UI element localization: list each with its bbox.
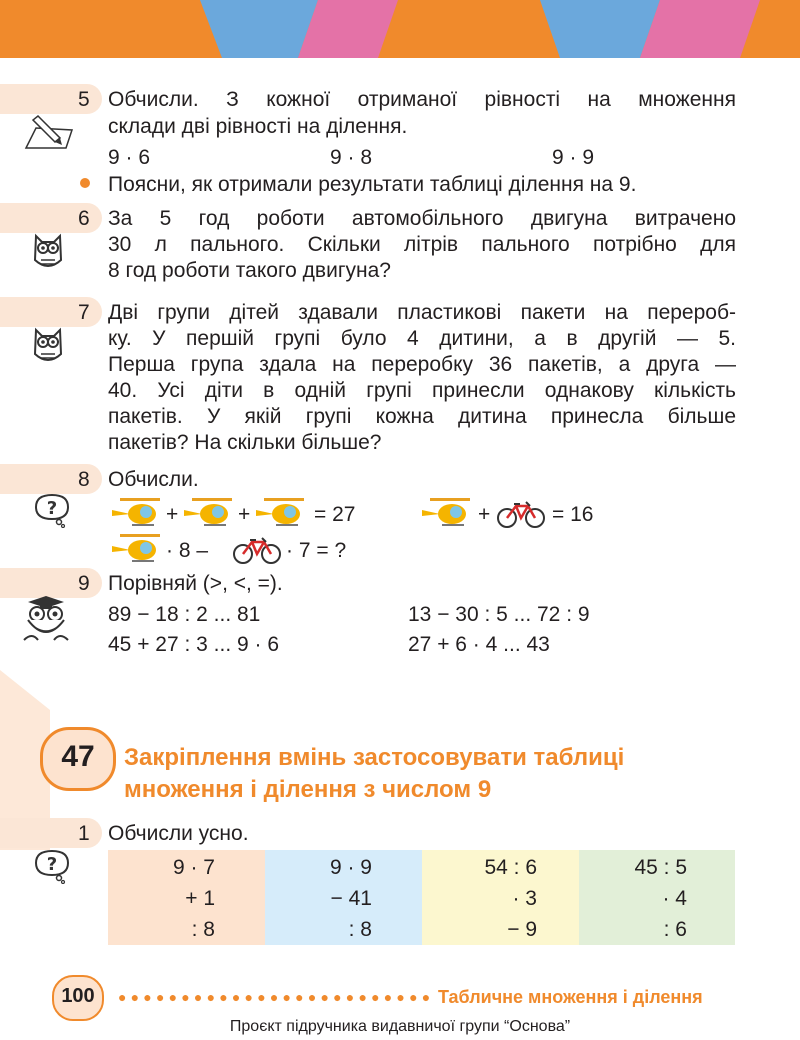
equation-result: = 27 — [314, 503, 356, 526]
table-cell: : 8 — [348, 918, 372, 941]
task-text-line: 8 год роботи такого двигуна? — [108, 259, 391, 282]
expression: 9 · 6 — [108, 146, 151, 169]
mental-math-table — [108, 850, 735, 945]
question-bubble-icon — [32, 848, 72, 884]
plus-sign: + — [166, 503, 179, 526]
task-text-line: пакетів? На скільки більше? — [108, 431, 382, 454]
page-number: 100 — [61, 985, 95, 1007]
helicopter-icon — [252, 496, 308, 530]
task-number: 8 — [78, 468, 90, 491]
task-number: 7 — [78, 301, 90, 324]
svg-text:?: ? — [46, 854, 58, 875]
bullet-dot — [80, 178, 90, 188]
comparison: 89 − 18 : 2 ... 81 — [108, 603, 261, 626]
task-text-line: Обчисли. З кожної отриманої рівності на множення — [108, 88, 736, 111]
table-column — [108, 850, 265, 945]
helicopter-icon — [180, 496, 236, 530]
task-number: 9 — [78, 572, 90, 595]
task-title: Порівняй (>, <, =). — [108, 572, 283, 595]
task-text-line: Перша група здала на переробку 36 пакетів, а друга — — [108, 353, 736, 376]
helicopter-icon — [108, 496, 164, 530]
owl-icon — [30, 324, 66, 366]
expression: 9 · 9 — [552, 146, 595, 169]
table-cell: − 9 — [507, 918, 537, 941]
task-text-line: За 5 год роботи автомобільного двигуна витрачено — [108, 207, 736, 230]
task-text-line: пакетів. У якій групі кожна дитина принесла більше — [108, 405, 736, 428]
task-number: 6 — [78, 207, 90, 230]
helicopter-icon — [108, 532, 164, 566]
table-column — [422, 850, 579, 945]
equation-part: · 8 – — [166, 539, 209, 562]
task-number: 1 — [78, 822, 90, 845]
task-text-line: Дві групи дітей здавали пластикові пакети на перероб- — [108, 301, 736, 324]
owl-icon — [30, 230, 66, 272]
table-cell: : 6 — [663, 918, 687, 941]
table-column — [265, 850, 422, 945]
bullet-text: Поясни, як отримали результати таблиці ділення на 9. — [108, 173, 637, 196]
frog-icon — [20, 592, 72, 646]
plus-sign: + — [238, 503, 251, 526]
comparison: 13 − 30 : 5 ... 72 : 9 — [408, 603, 590, 626]
pencil-icon — [22, 108, 78, 152]
comparison: 45 + 27 : 3 ... 9 · 6 — [108, 633, 280, 656]
table-cell: 9 · 9 — [329, 856, 372, 879]
helicopter-icon — [418, 496, 474, 530]
question-bubble-icon — [32, 492, 72, 528]
table-cell: : 8 — [191, 918, 215, 941]
expression: 9 · 8 — [330, 146, 373, 169]
table-cell: + 1 — [185, 887, 215, 910]
comparison: 27 + 6 · 4 ... 43 — [408, 633, 550, 656]
task-title: Обчисли. — [108, 468, 199, 491]
table-cell: · 4 — [662, 887, 687, 910]
svg-text:?: ? — [46, 498, 58, 519]
table-cell: 54 : 6 — [484, 856, 537, 879]
table-cell: · 3 — [512, 887, 537, 910]
equation-result: = 16 — [552, 503, 594, 526]
task-number: 5 — [78, 88, 90, 111]
task-text-line: 40. Усі діти в одній групі принесли однакову кількість — [108, 379, 736, 402]
publisher-credit: Проєкт підручника видавничої групи “Основа” — [229, 1018, 571, 1035]
equation-part: · 7 = ? — [286, 539, 347, 562]
table-cell: 45 : 5 — [634, 856, 687, 879]
bicycle-icon — [496, 498, 546, 528]
task-text-line: ку. У першій групі було 4 дитини, а в другій — 5. — [108, 327, 736, 350]
top-banner — [0, 0, 800, 60]
table-column — [579, 850, 735, 945]
lesson-title-line: Закріплення вмінь застосовувати таблиці — [124, 744, 625, 771]
task-text-line: 30 л пального. Скільки літрів пального потрібно для — [108, 233, 736, 256]
task-title: Обчисли усно. — [108, 822, 249, 845]
table-cell: 9 · 7 — [172, 856, 215, 879]
bicycle-icon — [232, 534, 282, 564]
lesson-title-line: множення і ділення з числом 9 — [124, 776, 492, 803]
dotted-leader: ●●●●●●●●●●●●●●●●●●●●●●●●● — [118, 989, 435, 1005]
table-cell: − 41 — [330, 887, 372, 910]
section-title: Табличне множення і ділення — [438, 987, 703, 1007]
task-text-line: склади дві рівності на ділення. — [108, 115, 408, 138]
plus-sign: + — [478, 503, 491, 526]
lesson-number: 47 — [61, 740, 95, 773]
